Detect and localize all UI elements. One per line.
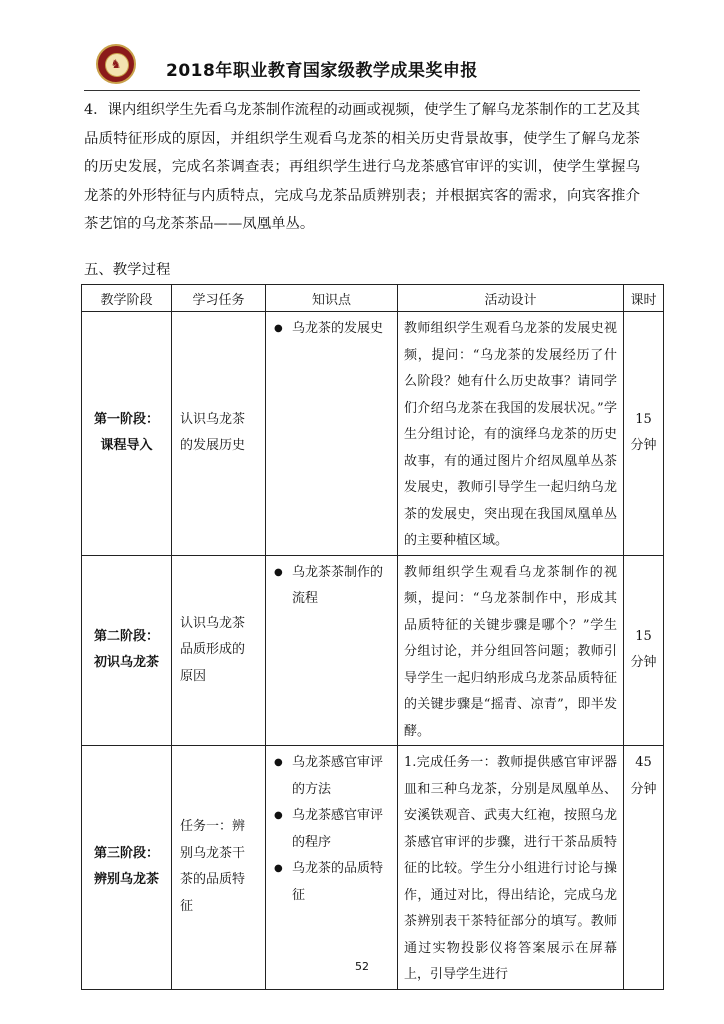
knowledge-item: ● 乌龙茶的发展史 [274, 316, 391, 343]
bullet-icon: ● [274, 323, 283, 334]
knowledge-cell [266, 746, 398, 990]
column-header: 课时 [624, 285, 664, 312]
knowledge-item: ● 乌龙茶的品质特征 [274, 856, 391, 909]
horse-icon: ♞ [110, 57, 122, 71]
bullet-icon: ● [274, 757, 283, 768]
task-cell: 认识乌龙茶品质形成的原因 [172, 555, 266, 746]
header-divider [84, 90, 640, 91]
hours-cell: 45 分钟 [624, 746, 664, 990]
task-cell: 任务一：辨别乌龙茶干茶的品质特征 [172, 746, 266, 990]
column-header: 知识点 [266, 285, 398, 312]
hours-cell: 15 分钟 [624, 312, 664, 556]
column-header: 学习任务 [172, 285, 266, 312]
knowledge-item: ● 乌龙茶感官审评的程序 [274, 803, 391, 856]
bullet-icon: ● [274, 566, 283, 578]
knowledge-cell [266, 312, 398, 556]
knowledge-cell [266, 555, 398, 746]
table-row [82, 312, 664, 556]
table-header-row [82, 285, 664, 312]
table-row [82, 555, 664, 746]
table-row [82, 746, 664, 990]
hours-cell: 15 分钟 [624, 555, 664, 746]
teaching-process-table [81, 284, 664, 990]
header-title: 2018年职业教育国家级教学成果奖申报 [166, 61, 478, 81]
knowledge-item: ● 乌龙茶茶制作的流程 [274, 560, 391, 613]
page-header [96, 44, 636, 88]
intro-paragraph: 4．课内组织学生先看乌龙茶制作流程的动画或视频，使学生了解乌龙茶制作的工艺及其品质特征形成的原因，并组织学生观看乌龙茶的相关历史背景故事，使学生了解乌龙茶的历史发展，完成名茶调查表；再组织学生进行乌龙茶感官审评的实训，使学生掌握乌龙茶的外形特征与内质特点，完成乌龙茶品质辨别表；并根据宾客的需求，向宾客推介茶艺馆的乌龙茶茶品——凤凰单丛。 [84, 102, 641, 233]
stage-cell: 第三阶段：辨别乌龙茶 [82, 746, 172, 990]
bullet-icon: ● [274, 863, 283, 874]
bullet-icon: ● [274, 810, 283, 821]
task-cell: 认识乌龙茶的发展历史 [172, 312, 266, 556]
stage-cell: 第二阶段：初识乌龙茶 [82, 555, 172, 746]
knowledge-item: ● 乌龙茶感官审评的方法 [274, 750, 391, 803]
page-number: 52 [355, 960, 369, 973]
institution-logo [96, 44, 136, 84]
activity-cell: 1.完成任务一：教师提供感官审评器皿和三种乌龙茶，分别是凤凰单丛、安溪铁观音、武夷大红袍，按照乌龙茶感官审评的步骤，进行干茶品质特征的比较。学生分小组进行讨论与操作，通过对比，得出结论，完成乌龙茶辨别表干茶特征部分的填写。教师通过实物投影仪将答案展示在屏幕上，引导学生进行 [398, 746, 624, 990]
column-header: 教学阶段 [82, 285, 172, 312]
activity-cell: 教师组织学生观看乌龙茶制作的视频，提问：“乌龙茶制作中，形成其品质特征的关键步骤是哪个？”学生分组讨论，并分组回答问题；教师引导学生一起归纳形成乌龙茶品质特征的关键步骤是“摇青、凉青”，即半发酵。 [398, 555, 624, 746]
activity-cell: 教师组织学生观看乌龙茶的发展史视频，提问：“乌龙茶的发展经历了什么阶段？她有什么历史故事？请同学们介绍乌龙茶在我国的发展状况。”学生分组讨论，有的演绎乌龙茶的历史故事，有的通过图片介绍凤凰单丛茶发展史，教师引导学生一起归纳乌龙茶的发展史，突出现在我国凤凰单丛的主要种植区域。 [398, 312, 624, 556]
section-title: 五、教学过程 [84, 262, 171, 278]
column-header: 活动设计 [398, 285, 624, 312]
stage-cell: 第一阶段：课程导入 [82, 312, 172, 556]
